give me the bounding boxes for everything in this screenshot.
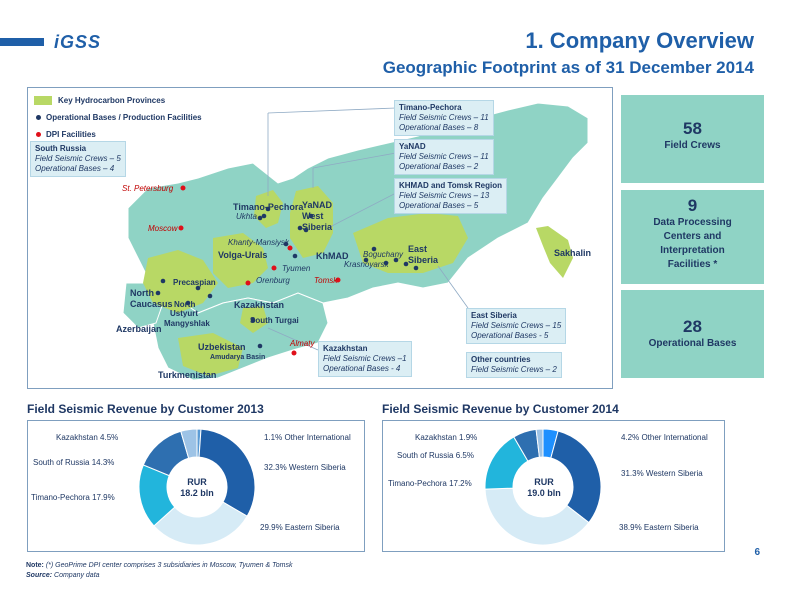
dpi-dot	[292, 351, 297, 356]
label-timano-2014: Timano-Pechora 17.2%	[388, 479, 472, 488]
callout-title: Other countries	[471, 355, 531, 364]
region-south-turgai: South Turgai	[250, 316, 299, 325]
callout-timano-pechora	[394, 100, 494, 136]
region-west-siberia-1: West	[302, 211, 324, 221]
logo-bar	[0, 38, 44, 46]
footprint-map	[27, 87, 613, 389]
label-west-siberia-2014: 31.3% Western Siberia	[621, 469, 703, 478]
stat-label: Operational Bases	[648, 338, 737, 349]
stat-number: 9	[687, 196, 698, 215]
region-north-caucasus-2: Caucasus	[130, 299, 173, 309]
stat-label: Centers and	[663, 231, 722, 242]
region-khmad: KhMAD	[316, 251, 349, 261]
callout-line: Operational Bases – 5	[399, 201, 479, 210]
stat-field-crews	[621, 95, 764, 183]
base-dot	[293, 254, 298, 259]
stat-label: Field Crews	[664, 140, 721, 151]
callout-line: Operational Bases - 4	[323, 364, 401, 373]
region-north-ustyurt-2: Ustyurt	[170, 309, 199, 318]
city-almaty: Almaty	[290, 339, 315, 348]
dpi-dot	[272, 266, 277, 271]
donut-chart-2013	[27, 420, 365, 552]
donut-chart-2014	[382, 420, 725, 552]
region-mangyshlak: Mangyshlak	[164, 319, 210, 328]
callout-line: Field Seismic Crews – 11	[399, 113, 489, 122]
dpi-dot	[179, 226, 184, 231]
source-prefix: Source:	[26, 572, 53, 579]
legend-provinces-label: Key Hydrocarbon Provinces	[58, 96, 166, 105]
stat-label: Facilities *	[667, 259, 718, 270]
city-ukhta: Ukhta	[236, 212, 257, 221]
region-timano-pechora: Timano-Pechora	[233, 202, 304, 212]
label-south-russia-2013: South of Russia 14.3%	[33, 458, 115, 467]
city-moscow: Moscow	[148, 224, 178, 233]
callout-line: Operational Bases - 5	[471, 331, 549, 340]
base-dot	[258, 344, 263, 349]
callout-title: Timano-Pechora	[399, 103, 462, 112]
stat-number: 58	[683, 119, 702, 138]
city-boguchany: Boguchany	[363, 250, 404, 259]
source-text: Company data	[54, 572, 100, 579]
callout-line: Field Seismic Crews – 2	[471, 365, 557, 374]
stat-data-processing	[621, 190, 764, 284]
label-east-siberia-2014: 38.9% Eastern Siberia	[619, 523, 699, 532]
city-khanty-mansiysk: Khanty-Mansiysk	[228, 238, 289, 247]
region-turkmenistan: Turkmenistan	[158, 370, 217, 380]
stat-label: Data Processing	[653, 217, 732, 228]
footnote	[26, 562, 292, 569]
callout-south-russia	[30, 141, 126, 177]
region-kazakhstan: Kazakhstan	[234, 300, 285, 310]
callout-khmad	[394, 178, 507, 214]
city-tomsk: Tomsk	[314, 276, 338, 285]
legend-dpi-label: DPI Facilities	[46, 130, 96, 139]
base-dot	[208, 294, 213, 299]
legend-bases	[34, 109, 202, 126]
leader-line-timano	[268, 108, 396, 113]
callout-line: Operational Bases – 8	[399, 123, 479, 132]
city-st-petersburg: St. Petersburg	[122, 184, 174, 193]
label-south-russia-2014: South of Russia 6.5%	[397, 451, 474, 460]
label-other-2013: 1.1% Other International	[264, 433, 351, 442]
callout-yanad	[394, 139, 494, 175]
city-tyumen: Tyumen	[282, 264, 311, 273]
center-label: RUR	[187, 477, 207, 487]
region-uzbekistan: Uzbekistan	[198, 342, 246, 352]
base-dot	[156, 291, 161, 296]
stat-label: Interpretation	[660, 245, 725, 256]
region-north-ustyurt-1: North	[174, 300, 196, 309]
province-swatch	[34, 96, 52, 105]
label-west-siberia-2013: 32.3% Western Siberia	[264, 463, 346, 472]
dpi-dot	[181, 186, 186, 191]
base-dot	[414, 266, 419, 271]
callout-title: KHMAD and Tomsk Region	[399, 181, 502, 190]
page-number: 6	[754, 547, 760, 558]
city-krasnoyarsk: Krasnoyarsk	[344, 260, 389, 269]
region-sakhalin: Sakhalin	[554, 248, 592, 258]
base-dot-icon	[36, 115, 41, 120]
chart-title-2014: Field Seismic Revenue by Customer 2014	[382, 402, 619, 416]
donut-center-2013	[172, 477, 222, 499]
center-value: 19.0 bln	[527, 488, 561, 498]
callout-other-countries	[466, 352, 562, 378]
callout-line: Field Seismic Crews –1	[323, 354, 407, 363]
callout-title: YaNAD	[399, 142, 426, 151]
note-text: (*) GeoPrime DPI center comprises 3 subsidiaries in Moscow, Tyumen & Tomsk	[45, 562, 293, 569]
callout-line: Field Seismic Crews – 5	[35, 154, 121, 163]
callout-line: Field Seismic Crews – 15	[471, 321, 562, 330]
callout-kazakhstan	[318, 341, 412, 377]
callout-title: Kazakhstan	[323, 344, 368, 353]
callout-title: South Russia	[35, 144, 87, 153]
center-label: RUR	[534, 477, 554, 487]
label-kazakhstan-2014: Kazakhstan 1.9%	[415, 433, 478, 442]
label-other-2014: 4.2% Other International	[621, 433, 708, 442]
note-prefix: Note:	[26, 562, 44, 569]
callout-line: Field Seismic Crews – 11	[399, 152, 489, 161]
region-north-caucasus-1: North	[130, 288, 154, 298]
callout-title: East Siberia	[471, 311, 517, 320]
label-east-siberia-2013: 29.9% Eastern Siberia	[260, 523, 340, 532]
callout-east-siberia	[466, 308, 566, 344]
dpi-dot-icon	[36, 132, 41, 137]
donut-center-2014	[519, 477, 569, 499]
region-volga-urals: Volga-Urals	[218, 250, 268, 260]
base-dot	[161, 279, 166, 284]
region-east-siberia-2: Siberia	[408, 255, 439, 265]
stat-number: 28	[683, 317, 702, 336]
source-line	[26, 572, 100, 579]
region-west-siberia-2: Siberia	[302, 222, 333, 232]
legend-provinces	[34, 92, 202, 109]
callout-line: Operational Bases – 4	[35, 164, 115, 173]
dpi-dot	[246, 281, 251, 286]
callout-line: Field Seismic Crews – 13	[399, 191, 490, 200]
stat-operational-bases	[621, 290, 764, 378]
page-subtitle: Geographic Footprint as of 31 December 2014	[382, 58, 754, 77]
region-yanad: YaNAD	[302, 200, 333, 210]
base-dot	[258, 216, 263, 221]
page-title: 1. Company Overview	[525, 28, 754, 53]
map-legend	[34, 92, 202, 143]
region-east-siberia-1: East	[408, 244, 428, 254]
region-amudarya: Amudarya Basin	[210, 354, 266, 361]
company-logo: iGSS	[54, 32, 102, 52]
center-value: 18.2 bln	[180, 488, 214, 498]
base-dot	[262, 214, 267, 219]
label-timano-2013: Timano-Pechora 17.9%	[31, 493, 115, 502]
label-kazakhstan-2013: Kazakhstan 4.5%	[56, 433, 119, 442]
city-orenburg: Orenburg	[256, 276, 290, 285]
region-precaspian: Precaspian	[173, 278, 216, 287]
region-azerbaijan: Azerbaijan	[116, 324, 162, 334]
chart-title-2013: Field Seismic Revenue by Customer 2013	[27, 402, 264, 416]
callout-line: Operational Bases – 2	[399, 162, 479, 171]
legend-bases-label: Operational Bases / Production Facilities	[46, 113, 202, 122]
